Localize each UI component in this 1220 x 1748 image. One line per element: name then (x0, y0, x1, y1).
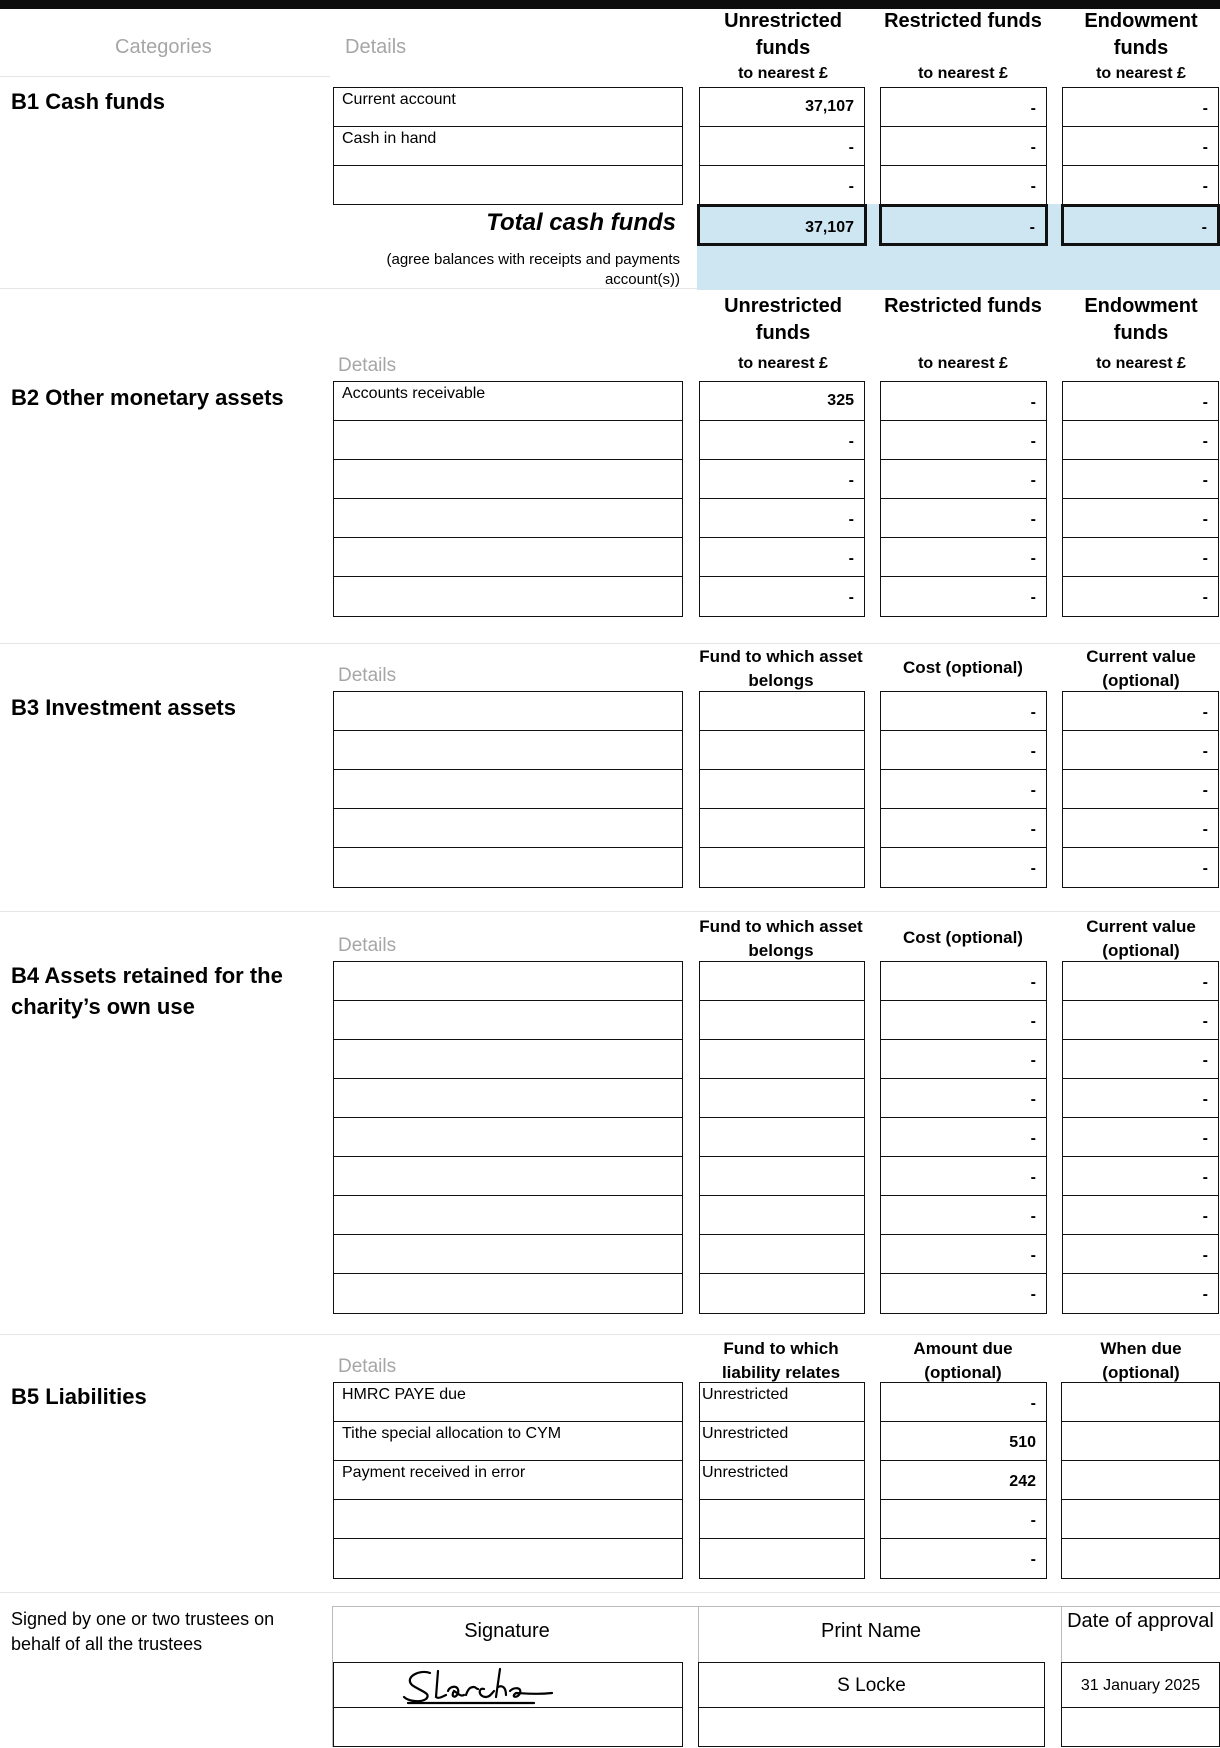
b1-details-cell[interactable]: Current account (333, 87, 683, 127)
to-nearest-label: to nearest £ (918, 355, 1008, 372)
b4-details-cell[interactable] (333, 1234, 683, 1274)
b2-details-cell[interactable] (333, 420, 683, 460)
b3-details-cell[interactable] (333, 691, 683, 731)
b1-endowment-cell[interactable]: - (1062, 126, 1219, 166)
b2-endowment-cell[interactable]: - (1062, 420, 1219, 460)
value-column-header: Current value (optional) (1086, 917, 1196, 960)
b4-fund-cell[interactable] (699, 1195, 865, 1235)
b5-amount-cell[interactable]: - (880, 1382, 1047, 1422)
b1-endowment-cell[interactable]: - (1062, 87, 1219, 127)
b1-total-endowment: - (1061, 204, 1220, 246)
fund-column-header: Fund to which asset belongs (699, 647, 863, 690)
b4-value-cell[interactable]: - (1062, 1273, 1219, 1314)
when-due-header: When due (optional) (1100, 1339, 1182, 1382)
details-label: Details (338, 935, 397, 956)
b3-cost-cell[interactable]: - (880, 691, 1047, 731)
b2-endowment-cell[interactable]: - (1062, 381, 1219, 421)
b4-value-cell[interactable]: - (1062, 1039, 1219, 1079)
b4-fund-cell[interactable] (699, 1273, 865, 1314)
b1-unrestricted-cell[interactable]: - (699, 165, 865, 205)
b2-details-cell[interactable] (333, 498, 683, 538)
b4-cost-cell[interactable]: - (880, 1000, 1047, 1040)
date-of-approval-header: Date of approval (1067, 1610, 1214, 1632)
section-title-b2: B2 Other monetary assets (11, 385, 284, 410)
to-nearest-label: to nearest £ (1096, 355, 1186, 372)
section-title-b1: B1 Cash funds (11, 89, 166, 114)
b3-cost-cell[interactable]: - (880, 847, 1047, 888)
restricted-funds-header: Restricted funds (884, 10, 1042, 32)
b4-fund-cell[interactable] (699, 1234, 865, 1274)
b3-fund-cell[interactable] (699, 847, 865, 888)
b5-details-cell[interactable]: HMRC PAYE due (333, 1382, 683, 1422)
fund-column-header: Fund to which asset belongs (699, 917, 863, 960)
b4-value-cell[interactable]: - (1062, 961, 1219, 1001)
fund-column-header: Fund to which liability relates (721, 1339, 841, 1382)
gridline (0, 1334, 1220, 1335)
b2-restricted-cell[interactable]: - (880, 381, 1047, 421)
handwritten-signature (334, 1663, 683, 1708)
agree-balances-note: (agree balances with receipts and payments account(s)) (386, 251, 680, 288)
b2-endowment-cell[interactable]: - (1062, 537, 1219, 577)
b4-fund-cell[interactable] (699, 1039, 865, 1079)
b5-fund-cell[interactable] (699, 1538, 865, 1579)
b4-details-cell[interactable] (333, 1000, 683, 1040)
b4-fund-cell[interactable] (699, 961, 865, 1001)
b2-endowment-cell[interactable]: - (1062, 498, 1219, 538)
to-nearest-label: to nearest £ (738, 355, 828, 372)
b3-value-cell[interactable]: - (1062, 769, 1219, 809)
b2-restricted-cell[interactable]: - (880, 420, 1047, 460)
b5-amount-cell[interactable]: 242 (880, 1460, 1047, 1500)
b4-value-cell[interactable]: - (1062, 1195, 1219, 1235)
b3-value-cell[interactable]: - (1062, 808, 1219, 848)
b5-details-cell[interactable] (333, 1499, 683, 1539)
b4-details-cell[interactable] (333, 1156, 683, 1196)
b4-details-cell[interactable] (333, 1195, 683, 1235)
b1-total-restricted: - (879, 204, 1048, 246)
b5-details-cell[interactable]: Tithe special allocation to CYM (333, 1421, 683, 1461)
unrestricted-funds-header: Unrestricted funds (724, 295, 842, 344)
b2-endowment-cell[interactable]: - (1062, 459, 1219, 499)
b4-details-cell[interactable] (333, 961, 683, 1001)
section-title-b4-line2: charity’s own use (11, 994, 195, 1019)
b3-details-cell[interactable] (333, 847, 683, 888)
b2-details-cell[interactable] (333, 459, 683, 499)
to-nearest-label: to nearest £ (918, 65, 1008, 82)
section-title-b5: B5 Liabilities (11, 1384, 147, 1409)
b5-details-cell[interactable]: Payment received in error (333, 1460, 683, 1500)
gridline (0, 911, 1220, 912)
b2-unrestricted-cell[interactable]: - (699, 420, 865, 460)
b3-fund-cell[interactable] (699, 769, 865, 809)
b1-unrestricted-cell[interactable]: 37,107 (699, 87, 865, 127)
b2-unrestricted-cell[interactable]: - (699, 576, 865, 617)
b1-restricted-cell[interactable]: - (880, 87, 1047, 127)
b3-details-cell[interactable] (333, 730, 683, 770)
signed-by-note: Signed by one or two trustees on behalf of all the trustees (11, 1609, 275, 1654)
b4-details-cell[interactable] (333, 1117, 683, 1157)
b5-when-cell[interactable] (1061, 1460, 1220, 1500)
amount-due-header: Amount due (optional) (913, 1339, 1013, 1382)
b4-value-cell[interactable]: - (1062, 1234, 1219, 1274)
b4-value-cell[interactable]: - (1062, 1000, 1219, 1040)
endowment-funds-header: Endowment funds (1084, 295, 1198, 344)
b2-details-cell[interactable] (333, 537, 683, 577)
b5-fund-cell[interactable]: Unrestricted (699, 1382, 865, 1422)
value-column-header: Current value (optional) (1086, 647, 1196, 690)
to-nearest-label: to nearest £ (1096, 65, 1186, 82)
endowment-funds-header: Endowment funds (1084, 10, 1198, 59)
b3-fund-cell[interactable] (699, 730, 865, 770)
b4-fund-cell[interactable] (699, 1000, 865, 1040)
b4-cost-cell[interactable]: - (880, 1039, 1047, 1079)
b3-fund-cell[interactable] (699, 808, 865, 848)
total-cash-funds-label: Total cash funds (486, 209, 676, 236)
b3-cost-cell[interactable]: - (880, 808, 1047, 848)
b1-details-cell[interactable]: Cash in hand (333, 126, 683, 166)
b4-fund-cell[interactable] (699, 1117, 865, 1157)
b1-endowment-cell[interactable]: - (1062, 165, 1219, 205)
b1-restricted-cell[interactable]: - (880, 165, 1047, 205)
b5-when-cell[interactable] (1061, 1421, 1220, 1461)
b3-cost-cell[interactable]: - (880, 730, 1047, 770)
b1-details-cell[interactable] (333, 165, 683, 205)
b3-value-cell[interactable]: - (1062, 730, 1219, 770)
signature-box[interactable] (333, 1707, 683, 1747)
details-label: Details (338, 355, 397, 376)
details-label: Details (338, 1356, 397, 1377)
print-name-box[interactable]: S Locke (698, 1662, 1045, 1708)
b1-total-unrestricted: 37,107 (697, 204, 867, 246)
b5-amount-cell[interactable]: 510 (880, 1421, 1047, 1461)
b4-cost-cell[interactable]: - (880, 1273, 1047, 1314)
b4-fund-cell[interactable] (699, 1156, 865, 1196)
categories-header: Categories (115, 36, 212, 58)
b2-details-cell[interactable]: Accounts receivable (333, 381, 683, 421)
b4-value-cell[interactable]: - (1062, 1078, 1219, 1118)
b5-details-cell[interactable] (333, 1538, 683, 1579)
gridline (0, 1592, 1220, 1593)
b5-fund-cell[interactable]: Unrestricted (699, 1421, 865, 1461)
b4-details-cell[interactable] (333, 1273, 683, 1314)
b4-details-cell[interactable] (333, 1078, 683, 1118)
signature-header: Signature (464, 1620, 550, 1642)
b3-details-cell[interactable] (333, 769, 683, 809)
b2-restricted-cell[interactable]: - (880, 459, 1047, 499)
b5-amount-cell[interactable]: - (880, 1499, 1047, 1539)
b3-value-cell[interactable]: - (1062, 691, 1219, 731)
b5-when-cell[interactable] (1061, 1499, 1220, 1539)
section-title-b4-line1: B4 Assets retained for the (11, 963, 283, 988)
b5-when-cell[interactable] (1061, 1538, 1220, 1579)
date-box[interactable] (1061, 1707, 1220, 1747)
details-header: Details (345, 36, 407, 58)
b5-amount-cell[interactable]: - (880, 1538, 1047, 1579)
b2-unrestricted-cell[interactable]: - (699, 459, 865, 499)
b2-details-cell[interactable] (333, 576, 683, 617)
gridline (0, 76, 330, 77)
print-name-box[interactable] (698, 1707, 1045, 1747)
b3-value-cell[interactable]: - (1062, 847, 1219, 888)
b4-value-cell[interactable]: - (1062, 1117, 1219, 1157)
b4-fund-cell[interactable] (699, 1078, 865, 1118)
b3-details-cell[interactable] (333, 808, 683, 848)
b2-restricted-cell[interactable]: - (880, 498, 1047, 538)
b5-when-cell[interactable] (1061, 1382, 1220, 1422)
gridline (0, 643, 1220, 644)
b2-restricted-cell[interactable]: - (880, 537, 1047, 577)
b4-details-cell[interactable] (333, 1039, 683, 1079)
cost-column-header: Cost (optional) (903, 658, 1023, 677)
restricted-funds-header: Restricted funds (884, 295, 1042, 317)
b4-value-cell[interactable]: - (1062, 1156, 1219, 1196)
b1-unrestricted-cell[interactable]: - (699, 126, 865, 166)
b4-cost-cell[interactable]: - (880, 961, 1047, 1001)
b1-restricted-cell[interactable]: - (880, 126, 1047, 166)
b4-cost-cell[interactable]: - (880, 1156, 1047, 1196)
b2-unrestricted-cell[interactable]: 325 (699, 381, 865, 421)
b5-fund-cell[interactable] (699, 1499, 865, 1539)
date-box[interactable]: 31 January 2025 (1061, 1662, 1220, 1708)
b2-unrestricted-cell[interactable]: - (699, 498, 865, 538)
signature-box[interactable] (333, 1662, 683, 1708)
unrestricted-funds-header: Unrestricted funds (724, 10, 842, 59)
b2-endowment-cell[interactable]: - (1062, 576, 1219, 617)
details-label: Details (338, 665, 397, 686)
b4-cost-cell[interactable]: - (880, 1234, 1047, 1274)
print-name-header: Print Name (820, 1620, 922, 1642)
b4-cost-cell[interactable]: - (880, 1195, 1047, 1235)
cost-column-header: Cost (optional) (903, 928, 1023, 947)
b5-fund-cell[interactable]: Unrestricted (699, 1460, 865, 1500)
to-nearest-label: to nearest £ (738, 65, 828, 82)
b4-cost-cell[interactable]: - (880, 1117, 1047, 1157)
b2-restricted-cell[interactable]: - (880, 576, 1047, 617)
b3-fund-cell[interactable] (699, 691, 865, 731)
b3-cost-cell[interactable]: - (880, 769, 1047, 809)
section-title-b3: B3 Investment assets (11, 695, 236, 720)
b2-unrestricted-cell[interactable]: - (699, 537, 865, 577)
b4-cost-cell[interactable]: - (880, 1078, 1047, 1118)
